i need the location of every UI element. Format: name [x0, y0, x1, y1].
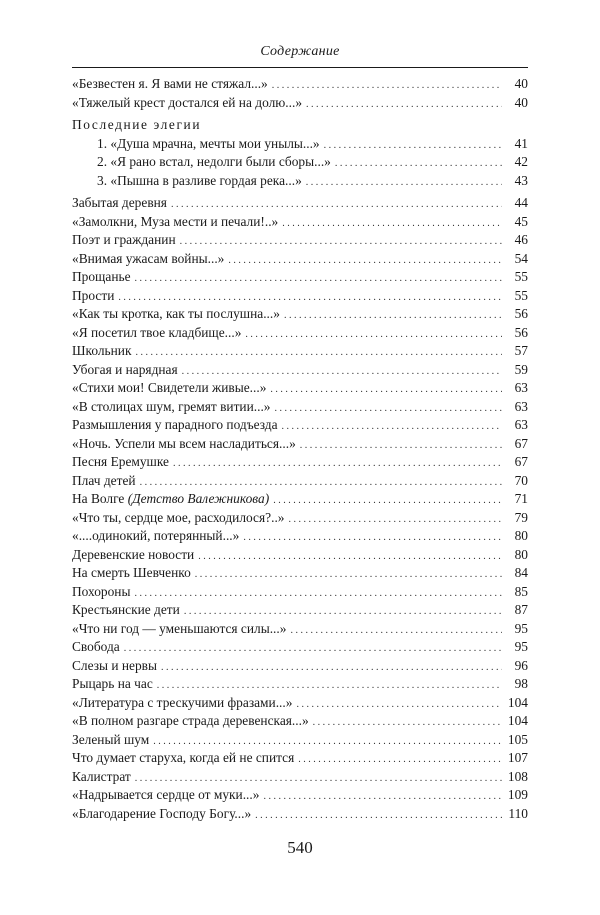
toc-entry-title-text: «Надрывается сердце от муки...»	[72, 787, 260, 802]
toc-entry[interactable]	[72, 75, 528, 94]
toc-entry[interactable]	[72, 305, 528, 324]
toc-entry-title	[72, 620, 286, 639]
toc-entry[interactable]	[72, 638, 528, 657]
toc-entry-page: 54	[514, 250, 528, 266]
dot-leader	[118, 287, 502, 308]
toc-entry-title	[72, 398, 271, 417]
dot-leader	[173, 453, 502, 474]
toc-entry-page: 55	[514, 269, 528, 284]
toc-entry[interactable]	[72, 731, 528, 750]
toc-entry[interactable]	[72, 416, 528, 435]
toc-entry-page: 42	[514, 154, 528, 169]
toc-entry-title-text: Рыцарь на час	[72, 676, 153, 691]
toc-entry-page: 109	[507, 787, 528, 802]
toc-entry-page: 67	[514, 435, 528, 451]
toc-entry[interactable]	[72, 361, 528, 380]
toc-entry-subtitle: (Детство Валежникова)	[127, 491, 270, 506]
toc-entry-title-text: На смерть Шевченко	[72, 565, 191, 580]
toc-entry[interactable]	[72, 712, 528, 731]
toc-entry[interactable]	[72, 231, 528, 250]
dot-leader	[290, 620, 502, 641]
dot-leader	[306, 94, 502, 115]
toc-entry[interactable]	[72, 675, 528, 694]
toc-entry-title	[72, 342, 131, 361]
toc-entry-page: 59	[514, 361, 528, 377]
toc-entry-page: 41	[514, 135, 528, 151]
toc-entry-page: 55	[514, 287, 528, 303]
toc-entry-title	[72, 712, 309, 731]
toc-entry[interactable]	[72, 398, 528, 417]
toc-entry-page: 85	[514, 583, 528, 599]
toc-entry-title-text: «Литература с трескучими фразами...»	[72, 694, 293, 710]
toc-entry-page: 70	[514, 472, 528, 488]
toc-entry-title-text: «Что ты, сердце мое, расходилося?..»	[72, 509, 285, 525]
toc-entry[interactable]	[72, 379, 528, 398]
toc-entry-title-text: «В столицах шум, гремят витии...»	[72, 398, 271, 414]
toc-entry[interactable]	[72, 601, 528, 620]
dot-leader	[282, 213, 502, 234]
toc-entry-title	[72, 416, 278, 435]
toc-entry[interactable]	[72, 435, 528, 454]
toc-entry[interactable]	[72, 268, 528, 287]
dot-leader	[284, 305, 502, 326]
toc-entry[interactable]	[72, 509, 528, 528]
toc-entry-title-text: Песня Еремушке	[72, 454, 169, 469]
toc-entry-title-text: «Как ты кротка, как ты послушна...»	[72, 306, 280, 321]
toc-entry-title-text: Плач детей	[72, 472, 136, 488]
dot-leader	[198, 546, 502, 567]
toc-entry-page: 80	[514, 546, 528, 562]
toc-entry[interactable]	[72, 287, 528, 306]
toc-entry-page: 71	[514, 491, 528, 506]
dot-leader	[273, 490, 502, 511]
toc-entry-title	[72, 786, 259, 805]
toc-entry[interactable]	[72, 94, 528, 113]
toc-entry-page: 40	[514, 94, 528, 110]
toc-entry-page: 95	[514, 639, 528, 654]
dot-leader	[135, 268, 502, 289]
toc-entry[interactable]	[72, 805, 528, 824]
toc-entry-title	[72, 287, 114, 306]
toc-entry-title-text: Похороны	[72, 583, 131, 599]
dot-leader	[289, 509, 503, 530]
dot-leader	[313, 712, 502, 733]
toc-entry-page: 67	[514, 454, 528, 469]
toc-entry[interactable]	[72, 768, 528, 787]
table-of-contents	[72, 75, 528, 823]
toc-entry-title-text: «В полном разгаре страда деревенская...»	[72, 713, 309, 728]
dot-leader	[195, 564, 502, 585]
toc-entry[interactable]	[72, 135, 528, 154]
toc-entry-page: 44	[514, 195, 528, 210]
toc-entry-title-text: Слезы и нервы	[72, 657, 157, 673]
toc-entry[interactable]	[72, 749, 528, 768]
dot-leader	[324, 135, 502, 156]
toc-entry-title	[72, 731, 149, 750]
toc-entry-title	[72, 546, 194, 565]
toc-entry-title	[72, 490, 269, 509]
toc-entry-title-text: «Стихи мои! Свидетели живые...»	[72, 380, 267, 395]
toc-entry-page: 63	[514, 398, 528, 414]
toc-entry-title-text: «Благодарение Господу Богу...»	[72, 805, 252, 821]
toc-entry-title-text: 1. «Душа мрачна, мечты мои унылы...»	[97, 135, 320, 151]
toc-entry-title-text: Что думает старуха, когда ей не спится	[72, 750, 295, 765]
toc-entry[interactable]	[72, 324, 528, 343]
dot-leader	[306, 172, 502, 193]
dot-leader	[275, 398, 503, 419]
toc-entry[interactable]	[72, 786, 528, 805]
dot-leader	[255, 805, 502, 826]
dot-leader	[140, 472, 502, 493]
toc-entry-title-text: «Безвестен я. Я вами не стяжал...»	[72, 76, 268, 91]
toc-entry-title	[72, 583, 130, 602]
toc-entry-title	[72, 324, 241, 343]
toc-entry-title-text: Калистрат	[72, 768, 131, 784]
toc-entry-title	[72, 527, 239, 546]
toc-entry-title	[72, 94, 302, 113]
toc-entry[interactable]	[72, 342, 528, 361]
toc-entry-title-text: Прости	[72, 287, 115, 303]
toc-entry-title-text: «Что ни год — уменьшаются силы...»	[72, 620, 287, 636]
toc-entry-page: 43	[514, 172, 528, 188]
toc-entry-page: 98	[514, 676, 528, 691]
dot-leader	[184, 601, 502, 622]
toc-entry[interactable]	[72, 490, 528, 509]
running-header: Содержание	[260, 44, 340, 59]
toc-entry-page: 45	[514, 213, 528, 229]
toc-entry-title	[72, 268, 131, 287]
toc-entry[interactable]	[72, 620, 528, 639]
toc-entry-title	[72, 657, 157, 676]
toc-entry-title	[72, 361, 178, 380]
toc-entry-title	[72, 472, 136, 491]
toc-entry-page: 104	[507, 713, 528, 728]
toc-entry[interactable]	[72, 172, 528, 191]
toc-entry-title	[72, 453, 169, 472]
toc-entry[interactable]	[72, 546, 528, 565]
dot-leader	[135, 768, 502, 789]
toc-entry[interactable]	[72, 453, 528, 472]
dot-leader	[171, 194, 502, 215]
toc-entry-page: 95	[514, 620, 528, 636]
toc-entry-title-text: Убогая и нарядная	[72, 361, 178, 377]
toc-entry[interactable]	[72, 657, 528, 676]
toc-entry-title-text: Школьник	[72, 343, 132, 358]
toc-entry-title-text: «Тяжелый крест достался ей на долю...»	[72, 94, 303, 110]
toc-entry-title	[72, 805, 251, 824]
toc-entry-title	[72, 675, 153, 694]
toc-entry-title-text: Зеленый шум	[72, 731, 150, 747]
toc-entry-title-text: Размышления у парадного подъезда	[72, 417, 278, 432]
toc-entry-title	[72, 194, 167, 213]
toc-entry-page: 80	[514, 528, 528, 543]
toc-entry-title	[72, 250, 224, 269]
toc-entry[interactable]	[72, 250, 528, 269]
toc-entry-title	[72, 75, 268, 94]
toc-entry-page: 105	[507, 731, 528, 747]
toc-entry-title-text: «....одинокий, потерянный...»	[72, 528, 240, 543]
toc-entry-page: 57	[514, 343, 528, 358]
toc-entry-title	[97, 135, 320, 154]
dot-leader	[135, 342, 502, 363]
toc-entry[interactable]	[72, 583, 528, 602]
dot-leader	[157, 675, 502, 696]
toc-entry-page: 108	[507, 768, 528, 784]
toc-entry-title	[97, 172, 302, 191]
toc-entry[interactable]	[72, 472, 528, 491]
toc-entry-page: 56	[514, 306, 528, 321]
dot-leader	[124, 638, 502, 659]
dot-leader	[161, 657, 502, 678]
toc-entry-page: 107	[507, 750, 528, 765]
toc-entry[interactable]	[72, 694, 528, 713]
dot-leader	[228, 250, 502, 271]
toc-entry-title	[72, 509, 285, 528]
toc-entry-title-text: «Я посетил твое кладбище...»	[72, 324, 242, 340]
toc-entry-title	[72, 379, 266, 398]
toc-entry-page: 110	[508, 805, 528, 821]
dot-leader	[153, 731, 502, 752]
toc-entry-page: 46	[514, 232, 528, 247]
dot-leader	[272, 75, 502, 96]
toc-entry-title-text: Забытая деревня	[72, 195, 167, 210]
toc-entry-title	[72, 231, 176, 250]
toc-entry[interactable]	[72, 527, 528, 546]
toc-entry-page: 56	[514, 324, 528, 340]
toc-entry-page: 104	[507, 694, 528, 710]
toc-entry[interactable]	[72, 213, 528, 232]
toc-entry[interactable]	[72, 564, 528, 583]
toc-entry-page: 40	[514, 76, 528, 91]
header-rule	[72, 67, 528, 68]
dot-leader	[134, 583, 502, 604]
toc-entry-title	[72, 749, 294, 768]
dot-leader	[245, 324, 502, 345]
toc-entry-page: 96	[514, 657, 528, 673]
toc-entry-title-text: 2. «Я рано встал, недолги были сборы...»	[97, 154, 331, 169]
toc-entry-title	[72, 638, 120, 657]
toc-entry-title	[97, 153, 331, 172]
toc-entry-title-text: 3. «Пышна в разливе гордая река...»	[97, 172, 302, 188]
toc-entry-title-text: На Волге	[72, 491, 128, 506]
toc-entry-title-text: Прощанье	[72, 269, 131, 284]
toc-entry-title-text: Свобода	[72, 639, 120, 654]
toc-entry-title	[72, 564, 191, 583]
toc-entry-title	[72, 601, 180, 620]
dot-leader	[335, 153, 502, 174]
toc-entry-title-text: Деревенские новости	[72, 546, 195, 562]
toc-entry[interactable]	[72, 153, 528, 172]
dot-leader	[180, 231, 502, 252]
toc-entry-title	[72, 768, 131, 787]
dot-leader	[270, 379, 502, 400]
toc-entry-page: 79	[514, 509, 528, 525]
dot-leader	[282, 416, 502, 437]
dot-leader	[296, 694, 502, 715]
toc-entry-title-text: «Внимая ужасам войны...»	[72, 250, 225, 266]
toc-entry-title	[72, 435, 296, 454]
dot-leader	[298, 749, 502, 770]
dot-leader	[182, 361, 502, 382]
toc-entry-title	[72, 694, 292, 713]
toc-entry-page: 63	[514, 417, 528, 432]
dot-leader	[263, 786, 502, 807]
toc-entry-page: 63	[514, 380, 528, 395]
dot-leader	[300, 435, 502, 456]
toc-entry-page: 84	[514, 565, 528, 580]
toc-entry-title-text: «Ночь. Успели мы всем насладиться...»	[72, 435, 296, 451]
toc-entry-page: 87	[514, 602, 528, 617]
toc-entry-title-text: Крестьянские дети	[72, 602, 180, 617]
toc-entry-title-text: «Замолкни, Муза мести и печали!..»	[72, 213, 279, 229]
toc-entry-title	[72, 213, 278, 232]
toc-entry[interactable]	[72, 194, 528, 213]
dot-leader	[243, 527, 502, 548]
toc-entry-title-text: Поэт и гражданин	[72, 232, 176, 247]
toc-entry-title	[72, 305, 280, 324]
toc-section-heading: Последние элегии	[72, 117, 202, 132]
page-number: 540	[287, 838, 313, 857]
